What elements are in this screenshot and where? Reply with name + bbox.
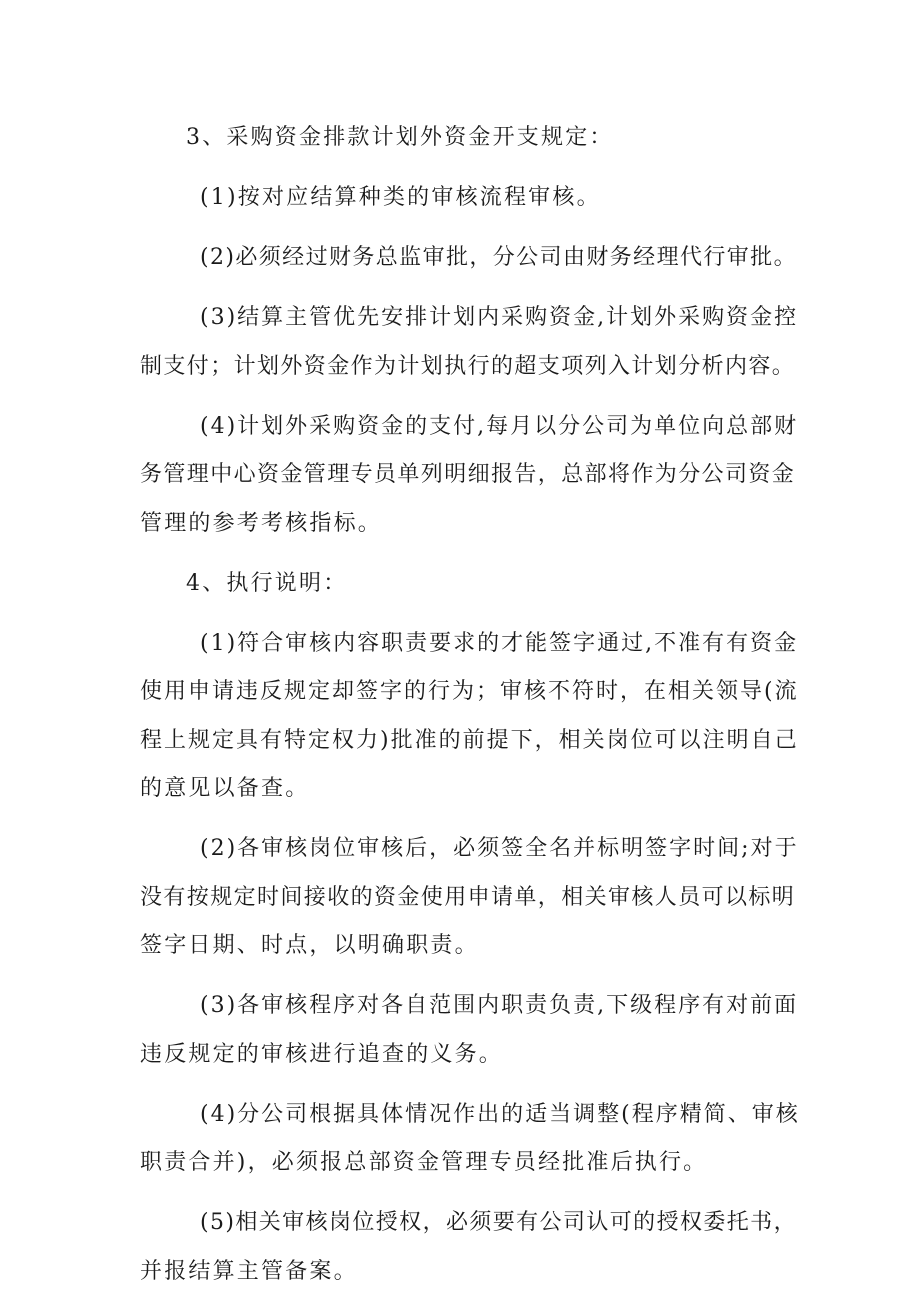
text-line: 使用申请违反规定却签字的行为；审核不符时，在相关领导(流 [140, 679, 799, 704]
text-line: (1)符合审核内容职责要求的才能签字通过,不准有有资金 [200, 630, 799, 656]
text-line: (4)计划外采购资金的支付,每月以分公司为单位向总部财 [200, 413, 799, 439]
text-line: (5)相关审核岗位授权，必须要有公司认可的授权委托书， [200, 1210, 797, 1235]
text-line: 没有按规定时间接收的资金使用申请单，相关审核人员可以标明 [140, 884, 796, 910]
text-line: 制支付；计划外资金作为计划执行的超支项列入计划分析内容。 [140, 353, 796, 379]
list-item-paragraph [140, 1199, 800, 1296]
text-line: 违反规定的审核进行追查的义务。 [140, 1041, 504, 1067]
text-line: (2)必须经过财务总监审批，分公司由财务经理代行审批。 [200, 245, 797, 270]
list-item-paragraph [140, 294, 800, 391]
list-item-paragraph [140, 403, 800, 549]
text-line: (1)按对应结算种类的审核流程审核。 [200, 185, 601, 210]
text-line: 4、执行说明： [186, 570, 348, 596]
list-item-paragraph [140, 825, 800, 971]
list-item-paragraph [140, 234, 800, 283]
section-heading [140, 560, 800, 609]
text-line: 并报结算主管备案。 [140, 1258, 358, 1284]
text-line: 的意见以备查。 [140, 776, 310, 801]
text-line: (4)分公司根据具体情况作出的适当调整(程序精简、审核 [200, 1101, 800, 1127]
text-line: 职责合并)，必须报总部资金管理专员经批准后执行。 [140, 1150, 708, 1175]
list-item-paragraph [140, 1091, 800, 1188]
list-item-paragraph [140, 174, 800, 223]
list-item-paragraph [140, 982, 800, 1079]
text-line: 管理的参考考核指标。 [140, 510, 383, 536]
text-line: (2)各审核岗位审核后，必须签全名并标明签字时间;对于 [200, 836, 799, 861]
text-line: 务管理中心资金管理专员单列明细报告，总部将作为分公司资金 [140, 462, 796, 487]
text-line: 程上规定具有特定权力)批准的前提下，相关岗位可以注明自己 [140, 727, 799, 753]
section-heading [140, 114, 800, 163]
document-body [140, 114, 800, 1308]
list-item-paragraph [140, 620, 800, 814]
text-line: 签字日期、时点，以明确职责。 [140, 933, 479, 958]
text-line: 3、采购资金排款计划外资金开支规定： [186, 125, 614, 150]
text-line: (3)结算主管优先安排计划内采购资金,计划外采购资金控 [200, 305, 799, 330]
text-line: (3)各审核程序对各自范围内职责负责,下级程序有对前面 [200, 993, 799, 1018]
